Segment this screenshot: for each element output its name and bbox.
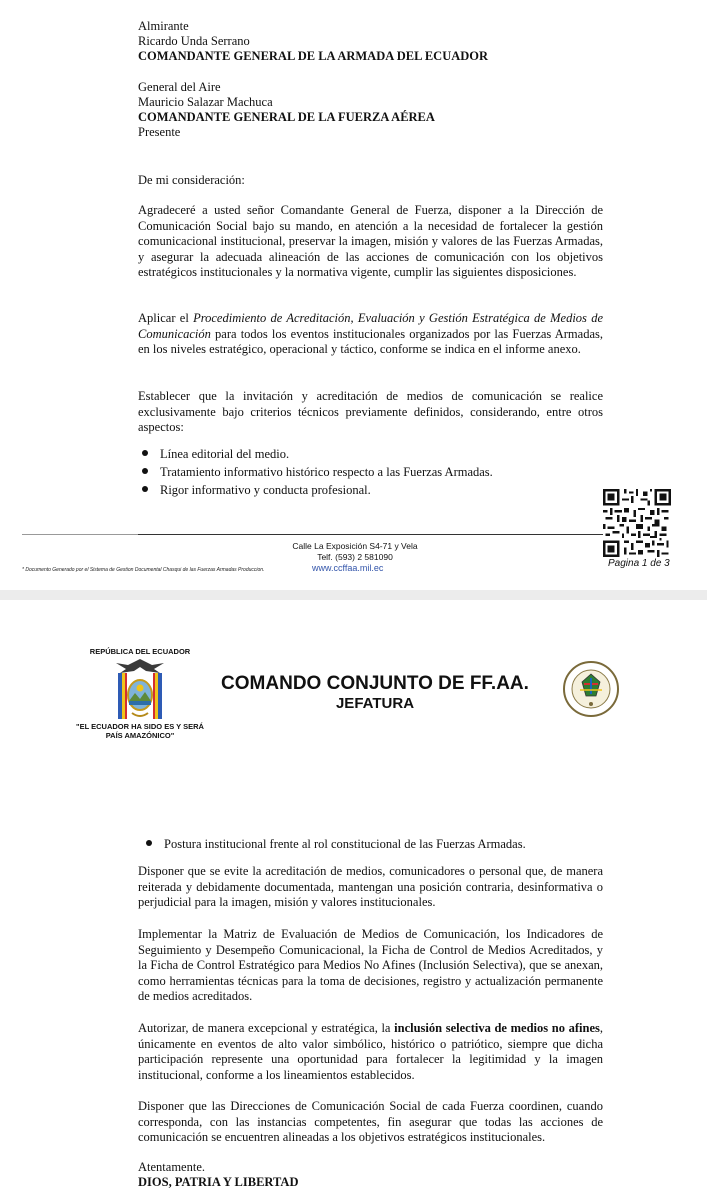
document-page-2 xyxy=(0,600,707,1200)
ecuador-coat-of-arms-icon xyxy=(108,657,172,723)
footer-phone: Telf. (593) 2 581090 xyxy=(317,552,393,562)
paragraph-2-prefix: Aplicar el xyxy=(138,311,194,325)
page2-paragraph-4: Disponer que las Direcciones de Comunicación Social de cada Fuerza coordinen, cuando corresponda, con las instancias competentes, fin asegurar que todas las acciones de comunicación se encuentren alineadas a los objetivos estratégicos institucionales. xyxy=(138,1099,603,1144)
slogan: DIOS, PATRIA Y LIBERTAD xyxy=(138,1175,299,1189)
page-separator xyxy=(0,590,707,600)
selective-inclusion-emphasis: inclusión selectiva de medios no afines xyxy=(394,1021,600,1035)
comando-conjunto-emblem-icon xyxy=(562,660,620,718)
procedure-title: Procedimiento de Acreditación, Evaluación y Gestión Estratégica de Medios de Comunicación xyxy=(138,311,603,341)
footer-website-link[interactable]: www.ccffaa.mil.ec xyxy=(312,563,384,573)
list-item: Línea editorial del medio. xyxy=(142,447,289,462)
page-number: Pagina 1 de 3 xyxy=(608,558,670,569)
recipient-2-title: COMANDANTE GENERAL DE LA FUERZA AÉREA xyxy=(138,110,435,124)
footer-divider xyxy=(138,534,603,535)
page2-paragraph-1: Disponer que se evite la acreditación de medios, comunicadores o personal que, de manera reiterada y debidamente documentada, mantengan una posición contraria, desinformativa o perjudicial para la imagen, misión y valores institucionales. xyxy=(138,864,603,909)
footer-address: Calle La Exposición S4-71 y Vela xyxy=(292,541,418,551)
page1-paragraph-1: Agradeceré a usted señor Comandante General de Fuerza, disponer a la Dirección de Comunicación Social bajo su mando, en atención a la necesidad de fortalecer la gestión comunicacional institucional, preservar la imagen, misión y valores de las Fuerzas Armadas, y asegurar la adecuada alineación de las acciones de comunicación con los objetivos estratégicos institucionales y la normativa vigente, cumplir las siguientes disposiciones. xyxy=(138,203,603,279)
page1-paragraph-3: Establecer que la invitación y acreditación de medios de comunicación se realice exclusivamente bajo criterios técnicos previamente definidos, considerando, entre otros aspectos: xyxy=(138,389,603,434)
bullet-icon xyxy=(142,450,148,456)
page1-paragraph-2 xyxy=(138,311,603,358)
motto: "EL ECUADOR HA SIDO ES Y SERÁ PAÍS AMAZÓNICO" xyxy=(76,722,204,740)
recipient-1-title: COMANDANTE GENERAL DE LA ARMADA DEL ECUADOR xyxy=(138,49,489,63)
paragraph-2-suffix: para todos los eventos institucionales organizados por las Fuerzas Armadas, en los niveles estratégico, operacional y táctico, conforme se indica en el informe anexo. xyxy=(138,326,603,356)
recipient-1-name: Ricardo Unda Serrano xyxy=(138,34,250,48)
list-item: Rigor informativo y conducta profesional. xyxy=(142,483,371,498)
institution-title: COMANDO CONJUNTO DE FF.AA. xyxy=(221,673,529,694)
bullet-icon xyxy=(142,486,148,492)
list-item: Postura institucional frente al rol constitucional de las Fuerzas Armadas. xyxy=(146,837,526,852)
list-item: Tratamiento informativo histórico respecto a las Fuerzas Armadas. xyxy=(142,465,493,480)
recipient-2-name: Mauricio Salazar Machuca xyxy=(138,95,273,109)
qr-code-icon xyxy=(603,489,671,557)
presente-label: Presente xyxy=(138,125,181,139)
recipient-1-rank: Almirante xyxy=(138,19,189,33)
page2-paragraph-2: Implementar la Matriz de Evaluación de Medios de Comunicación, los Indicadores de Seguimiento y Desempeño Comunicacional, la Ficha de Control de Medios Acreditados, y la Ficha de Control Estratégico para Medios No Afines (Inclusión Selectiva), que se anexan, como herramientas técnicas para la toma de decisiones, registro y actualización permanente de medios acreditados. xyxy=(138,927,603,1003)
bullet-icon xyxy=(142,468,148,474)
institution-subtitle: JEFATURA xyxy=(335,695,415,712)
footer-divider-left xyxy=(22,534,138,535)
page2-paragraph-3: Autorizar, de manera excepcional y estratégica, la inclusión selectiva de medios no afines, únicamente en eventos de alto valor simbólico, histórico o patriótico, siempre que dicha participación represente una oportunidad para fortalecer la legitimidad y la imagen institucional, conforme a los lineamientos establecidos. xyxy=(138,1021,603,1082)
document-page-1 xyxy=(0,0,707,590)
closing: Atentamente. xyxy=(138,1160,205,1174)
recipient-2-rank: General del Aire xyxy=(138,80,221,94)
bullet-icon xyxy=(146,840,152,846)
greeting: De mi consideración: xyxy=(138,173,245,187)
country-label: REPÚBLICA DEL ECUADOR xyxy=(89,647,191,656)
footer-generated-note: * Documento Generado por el Sistema de Gestion Documental Chasqui de las Fuerzas Armadas Produccion. xyxy=(22,567,265,573)
